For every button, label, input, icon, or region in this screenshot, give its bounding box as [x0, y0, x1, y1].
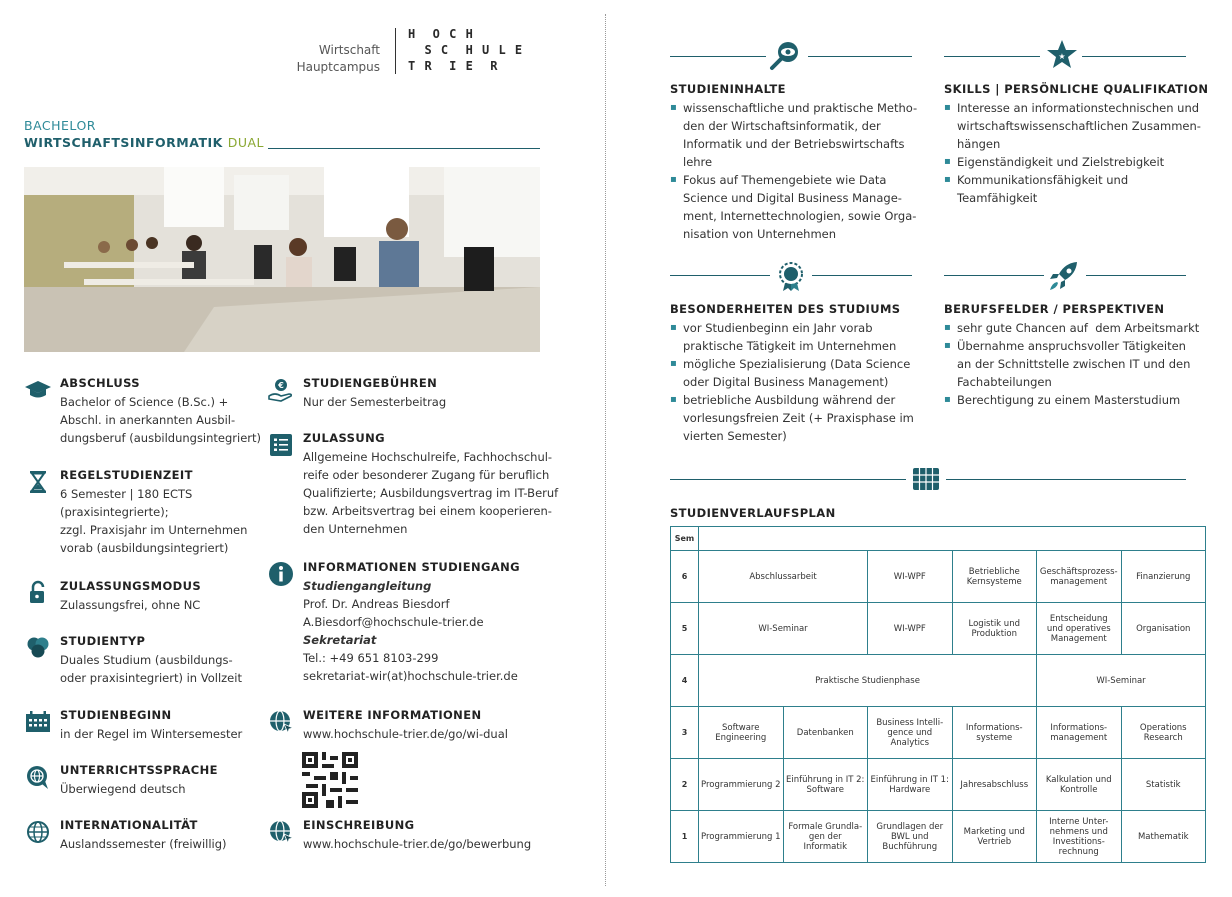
info-zulassung: ZULASSUNG Allgemeine Hochschulreife, Fachhochschul- reife oder besonderer Zugang für beruflich Qualifizierte; Ausbildungsvertrag im IT-Beruf bzw. Arbeitsvertrag bei einem kooperieren- den Unternehmen [267, 431, 567, 541]
module-cell: Betriebliche Kernsysteme [952, 551, 1037, 603]
unlocked-padlock-icon [24, 579, 52, 607]
classroom-photo [24, 167, 540, 352]
rocket-icon [1047, 259, 1081, 293]
table-row [671, 551, 1206, 603]
list-item: ▪ sehr gute Chancen auf dem Arbeitsmarkt [944, 319, 1206, 337]
module-cell: Software Engineering [699, 707, 784, 759]
lead-name: Prof. Dr. Andreas Biesdorf [303, 597, 450, 611]
info-zulassungsmodus: ZULASSUNGSMODUS Zulassungsfrei, ohne NC [24, 579, 264, 619]
table-row [671, 759, 1206, 811]
section-rule [1082, 56, 1186, 57]
info-abschluss: ABSCHLUSS Bachelor of Science (B.Sc.) + Abschl. in anerkannten Ausbil- dungsberuf (ausbildungsintegriert) [24, 376, 264, 446]
module-cell: Statistik [1121, 759, 1206, 811]
module-cell: WI-Seminar [699, 603, 868, 655]
section-heading-besonderheiten: BESONDERHEITEN DES STUDIUMS [670, 302, 901, 316]
page-fold-divider [605, 14, 606, 886]
study-plan-table [670, 526, 1206, 863]
speech-globe-icon [24, 763, 52, 791]
sem-header: Sem [671, 527, 699, 551]
list-item: ▪ Interesse an informationstechnischen und wirtschaftswissenschaftlichen Zusammen- hängen [944, 99, 1206, 153]
list-item: ▪ Kommunikationsfähigkeit und Teamfähigkeit [944, 171, 1206, 207]
degree-label: BACHELOR [24, 118, 96, 133]
list-besonderheiten [670, 319, 930, 445]
svg-text:€: € [278, 381, 284, 390]
university-logo: H O C H S C H U L E T R I E R [408, 27, 524, 73]
semester-cell: 3 [671, 707, 699, 759]
section-heading-skills: SKILLS | PERSÖNLICHE QUALIFIKATION [944, 82, 1209, 96]
module-cell: Formale Grundla- gen der Informatik [783, 811, 868, 863]
more-info-link[interactable]: www.hochschule-trier.de/go/wi-dual [303, 727, 508, 741]
lead-label: Studiengangleitung [303, 579, 432, 593]
info-internationalitaet: INTERNATIONALITÄT Auslandssemester (freiwillig) [24, 818, 264, 858]
coin-hand-icon [267, 376, 295, 404]
magnifier-eye-icon [769, 38, 803, 72]
section-rule [946, 479, 1186, 480]
checklist-icon [267, 431, 295, 459]
module-cell: Einführung in IT 1: Hardware [868, 759, 953, 811]
enroll-link[interactable]: www.hochschule-trier.de/go/bewerbung [303, 837, 532, 851]
module-cell: Interne Unter- nehmens und Investitions- rechnung [1037, 811, 1122, 863]
section-rule [944, 275, 1044, 276]
table-row [671, 811, 1206, 863]
section-rule [808, 56, 912, 57]
grid-table-icon [912, 466, 940, 492]
program-suffix: DUAL [227, 135, 264, 150]
info-icon [267, 560, 295, 588]
list-skills [944, 99, 1206, 207]
campus-line-1: Wirtschaft [318, 43, 380, 57]
module-cell: Kalkulation und Kontrolle [1037, 759, 1122, 811]
office-label: Sekretariat [303, 633, 377, 647]
section-rule [812, 275, 912, 276]
module-cell: Organisation [1121, 603, 1206, 655]
section-heading-berufsfelder: BERUFSFELDER / PERSPEKTIVEN [944, 302, 1165, 316]
module-cell: Einführung in IT 2: Software [783, 759, 868, 811]
section-heading-studienverlaufsplan: STUDIENVERLAUFSPLAN [670, 506, 836, 520]
semester-cell: 4 [671, 655, 699, 707]
program-title: WIRTSCHAFTSINFORMATIK DUAL [24, 135, 264, 150]
section-rule [1086, 275, 1186, 276]
list-item: ▪ Übernahme anspruchsvoller Tätigkeiten an der Schnittstelle zwischen IT und den Fachabteilungen [944, 337, 1206, 391]
module-cell: Operations Research [1121, 707, 1206, 759]
module-cell: Logistik und Produktion [952, 603, 1037, 655]
module-cell: WI-WPF [868, 603, 953, 655]
info-studiengang: INFORMATIONEN STUDIENGANG Studiengangleitung Prof. Dr. Andreas Biesdorf A.Biesdorf@hochschule-trier.de Sekretariat Tel.: +49 651 8103-299 sekretariat-wir(at)hochschule-trier.de [267, 560, 567, 690]
overlapping-circles-icon [24, 634, 52, 662]
campus-line-2: Hauptcampus [296, 60, 380, 74]
module-cell: Datenbanken [783, 707, 868, 759]
table-header-row [671, 527, 1206, 551]
globe-cursor-icon [267, 708, 295, 736]
module-cell: WI-WPF [868, 551, 953, 603]
qr-code[interactable] [302, 752, 358, 808]
module-cell: Grundlagen der BWL und Buchführung [868, 811, 953, 863]
campus-label [297, 42, 380, 76]
section-rule [670, 479, 906, 480]
info-studientyp: STUDIENTYP Duales Studium (ausbildungs- oder praxisintegriert) in Vollzeit [24, 634, 264, 690]
section-rule [944, 56, 1040, 57]
info-studienbeginn: STUDIENBEGINN in der Regel im Wintersemester [24, 708, 264, 748]
list-berufsfelder [944, 319, 1206, 409]
module-cell: Abschlussarbeit [699, 551, 868, 603]
office-phone: Tel.: +49 651 8103-299 [303, 651, 439, 665]
calendar-icon [24, 708, 52, 736]
module-cell: Geschäftsprozess- management [1037, 551, 1122, 603]
table-row [671, 707, 1206, 759]
list-item: ▪ Eigenständigkeit und Zielstrebigkeit [944, 153, 1206, 171]
section-heading-studieninhalte: STUDIENINHALTE [670, 82, 786, 96]
info-einschreibung: EINSCHREIBUNG www.hochschule-trier.de/go/bewerbung [267, 818, 567, 858]
hourglass-icon [24, 468, 52, 496]
award-rosette-icon [774, 259, 808, 293]
list-item: ▪ Fokus auf Themengebiete wie Data Science und Digital Business Manage- ment, Internettechnologien, sowie Orga- nisation von Unternehmen [670, 171, 930, 243]
list-item: ▪ mögliche Spezialisierung (Data Science oder Digital Business Management) [670, 355, 930, 391]
module-cell: Marketing und Vertrieb [952, 811, 1037, 863]
table-row [671, 655, 1206, 707]
info-studiengebuehren: € STUDIENGEBÜHREN Nur der Semesterbeitrag [267, 376, 547, 416]
header-spacer [699, 527, 1206, 551]
title-rule [268, 148, 540, 149]
module-cell: Entscheidung und operatives Management [1037, 603, 1122, 655]
globe-cursor-icon [267, 818, 295, 846]
module-cell: Mathematik [1121, 811, 1206, 863]
module-cell: Informations- systeme [952, 707, 1037, 759]
lead-email[interactable]: A.Biesdorf@hochschule-trier.de [303, 615, 484, 629]
list-item: ▪ wissenschaftliche und praktische Metho- den der Wirtschaftsinformatik, der Informatik und der Betriebswirtschafts lehre [670, 99, 930, 171]
module-cell: Programmierung 1 [699, 811, 784, 863]
module-cell: Praktische Studienphase [699, 655, 1037, 707]
globe-icon [24, 818, 52, 846]
module-cell: Business Intelli- gence und Analytics [868, 707, 953, 759]
semester-cell: 1 [671, 811, 699, 863]
semester-cell: 6 [671, 551, 699, 603]
semester-cell: 5 [671, 603, 699, 655]
office-email[interactable]: sekretariat-wir(at)hochschule-trier.de [303, 669, 518, 683]
info-unterrichtssprache: UNTERRICHTSSPRACHE Überwiegend deutsch [24, 763, 264, 803]
logo-separator [395, 28, 396, 74]
table-row [671, 603, 1206, 655]
section-rule [670, 56, 766, 57]
module-cell: Informations- management [1037, 707, 1122, 759]
section-rule [670, 275, 770, 276]
svg-text:★: ★ [1058, 52, 1066, 61]
module-cell: Jahresabschluss [952, 759, 1037, 811]
graduation-cap-icon [24, 376, 52, 404]
module-cell: WI-Seminar [1037, 655, 1206, 707]
list-item: ▪ vor Studienbeginn ein Jahr vorab praktische Tätigkeit im Unternehmen [670, 319, 930, 355]
module-cell: Finanzierung [1121, 551, 1206, 603]
list-item: ▪ Berechtigung zu einem Masterstudium [944, 391, 1206, 409]
info-regelstudienzeit: REGELSTUDIENZEIT 6 Semester | 180 ECTS (praxisintegrierte); zzgl. Praxisjahr im Unternehmen vorab (ausbildungsintegriert) [24, 468, 264, 558]
info-weitere: WEITERE INFORMATIONEN www.hochschule-trier.de/go/wi-dual [267, 708, 567, 748]
module-cell: Programmierung 2 [699, 759, 784, 811]
list-item: ▪ betriebliche Ausbildung während der vorlesungsfreien Zeit (+ Praxisphase im vierten Semester) [670, 391, 930, 445]
list-studieninhalte [670, 99, 930, 243]
semester-cell: 2 [671, 759, 699, 811]
star-badge-icon [1045, 39, 1079, 73]
